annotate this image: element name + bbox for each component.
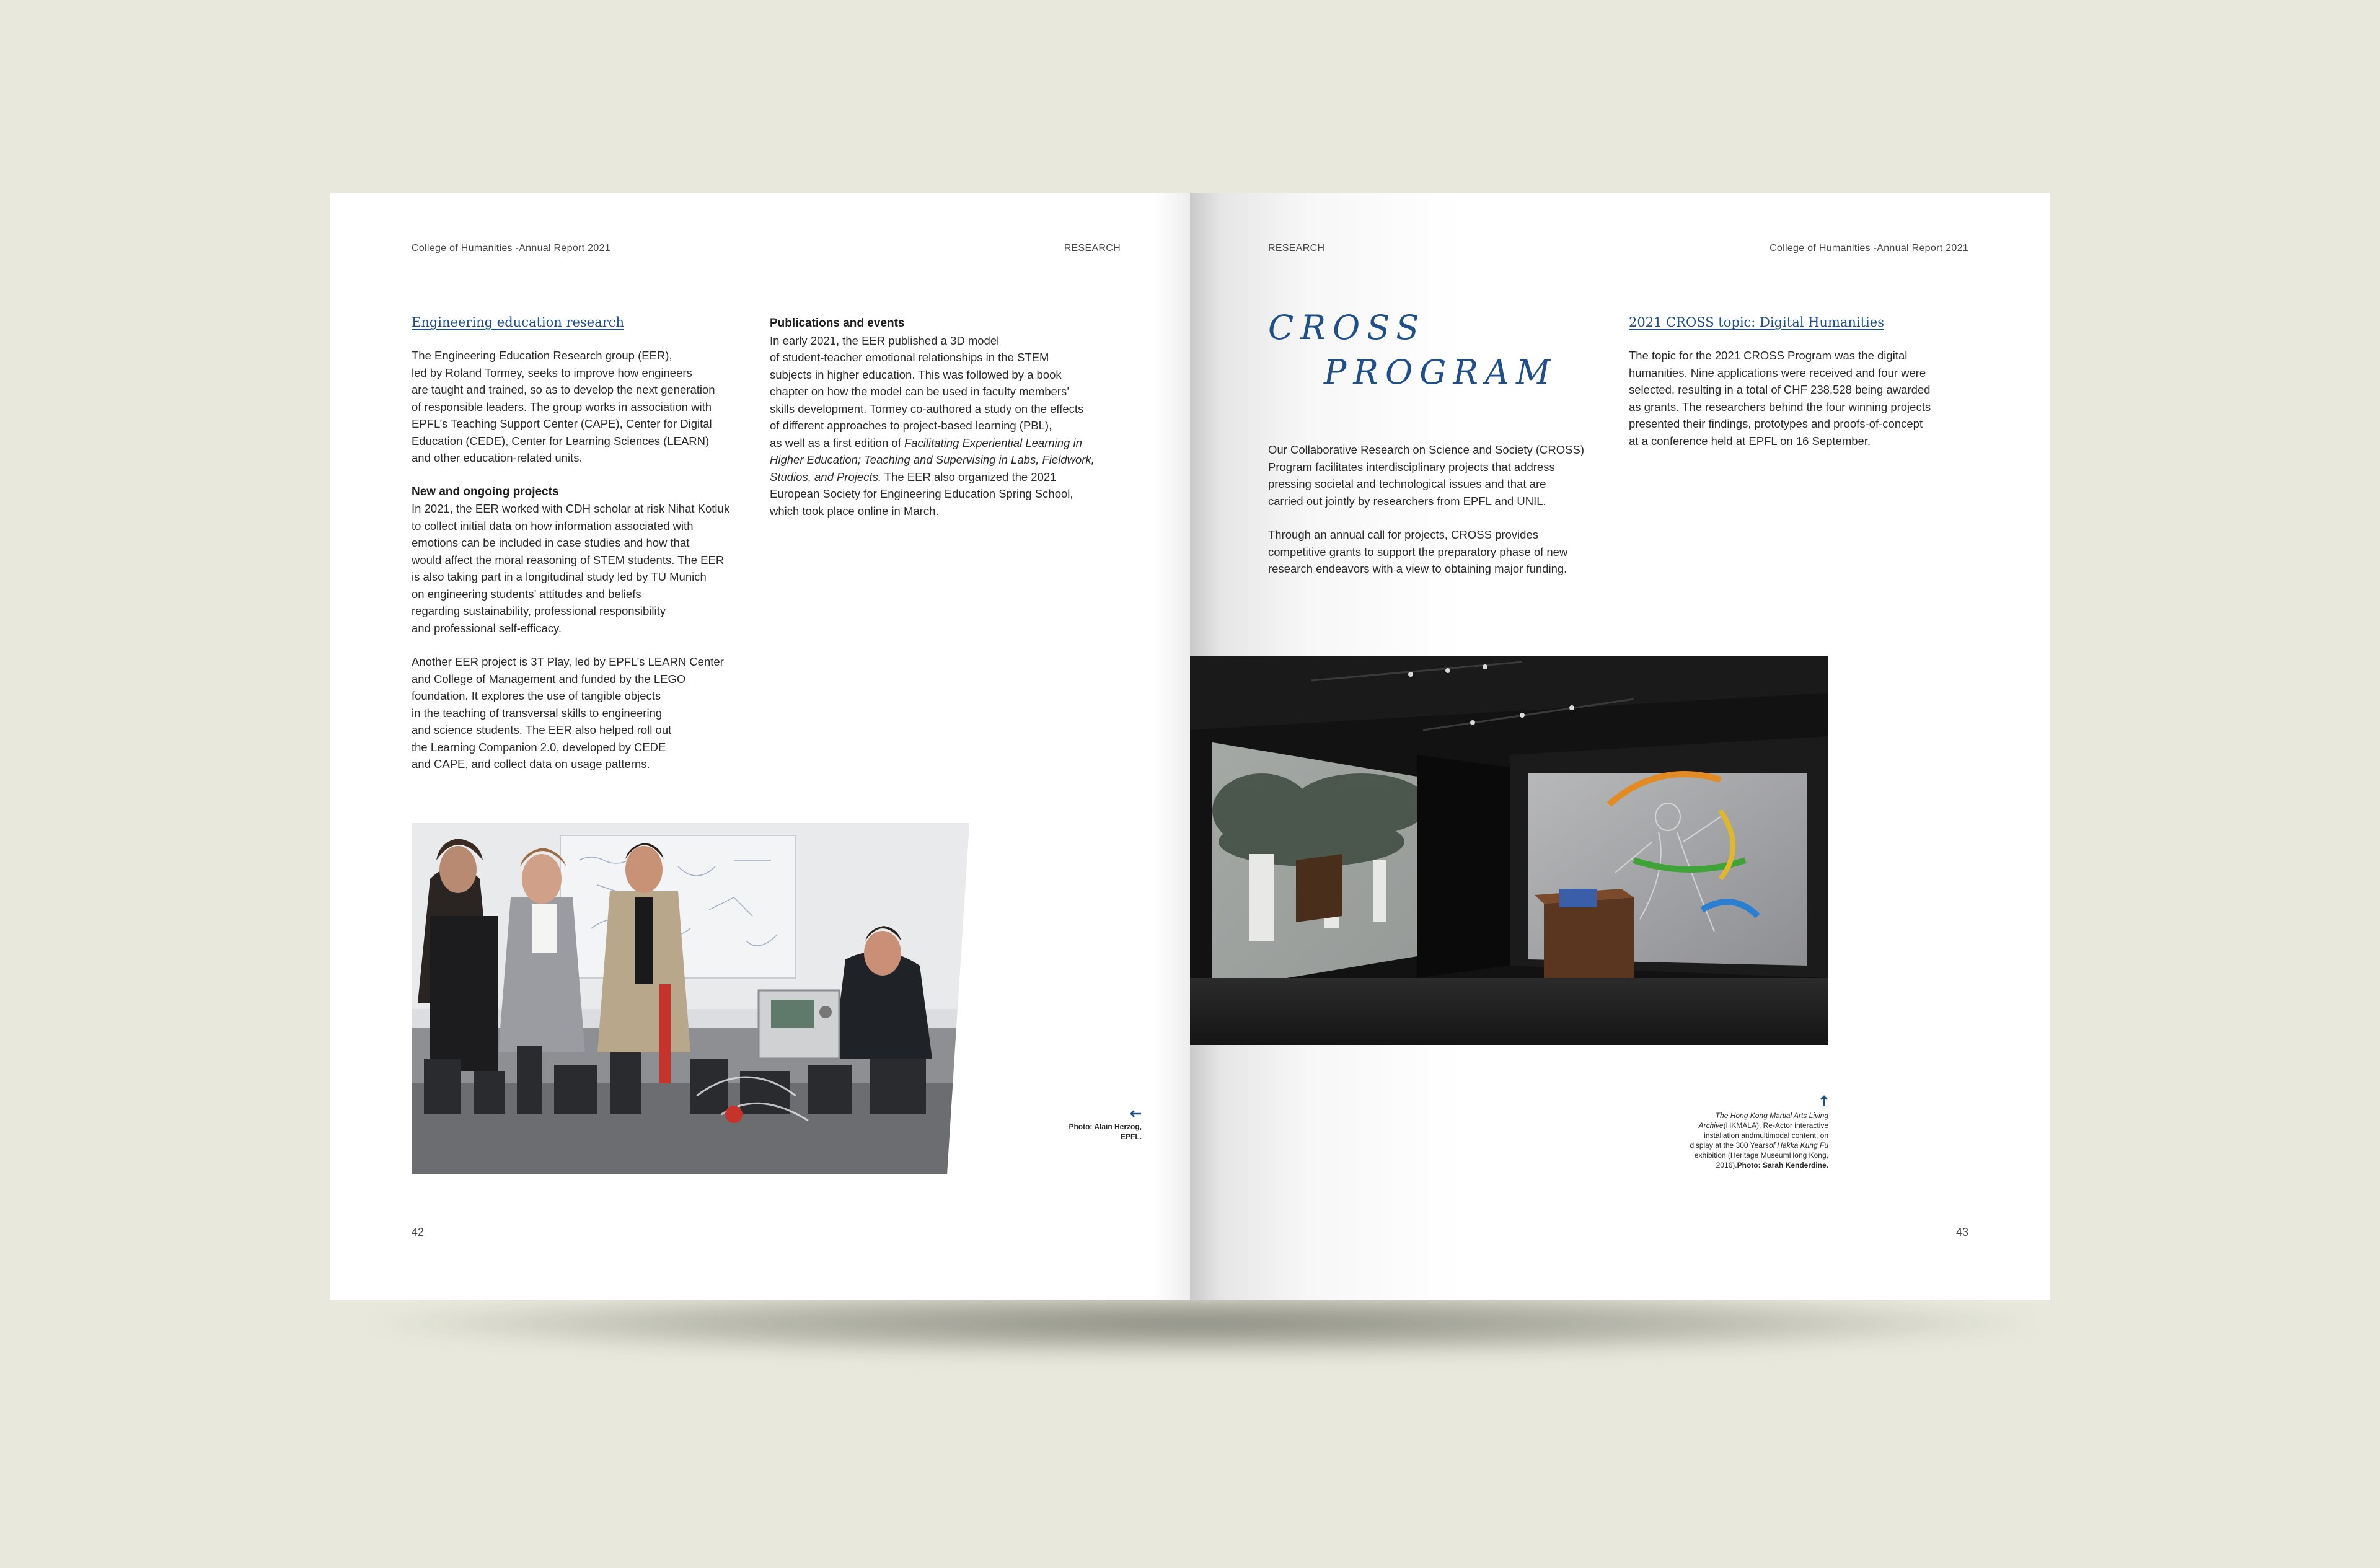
text-line: in the teaching of transversal skills to engineering — [412, 706, 663, 720]
plain-text: of student-teacher emotional relationships in the STEM — [770, 351, 1049, 364]
text-line — [770, 417, 1142, 434]
text-line: at a conference held at EPFL on 16 September. — [1629, 434, 1871, 447]
text-line — [770, 503, 1142, 520]
topic-heading: 2021 CROSS topic: Digital Humanities — [1629, 315, 1884, 330]
text-line: foundation. It explores the use of tangible objects — [412, 689, 661, 702]
installation-caption-text — [1686, 1111, 1828, 1170]
italic-text: of Hakka Kung Fu — [1768, 1141, 1828, 1150]
plain-text: Hong Kong, 2016). — [1716, 1151, 1828, 1169]
left-page — [330, 193, 1190, 1300]
plain-text: subjects in higher education. This was followed by a book — [770, 368, 1062, 381]
installation-photo-caption — [1686, 1095, 1828, 1170]
lab-photo-credit-2: EPFL. — [1120, 1132, 1142, 1141]
running-title: College of Humanities -Annual Report 2021 — [412, 243, 610, 253]
lab-photo-credit-1: Photo: Alain Herzog, — [1069, 1122, 1142, 1131]
text-line — [770, 400, 1142, 418]
plain-text: chapter on how the model can be used in faculty members’ — [770, 385, 1070, 398]
text-line: of responsible leaders. The group works in association with — [412, 400, 712, 413]
text-line: Another EER project is 3T Play, led by EPFL’s LEARN Center — [412, 655, 724, 668]
italic-text: The Hong Kong Martial Arts Living Archive — [1698, 1111, 1828, 1130]
page-number: 42 — [412, 1226, 425, 1238]
running-title: College of Humanities -Annual Report 2021 — [1770, 243, 1968, 253]
plain-text: of different approaches to project-based learning (PBL), — [770, 419, 1052, 432]
cross-intro-paragraph — [1268, 441, 1640, 509]
cross-title-line1: CROSS — [1268, 308, 1426, 347]
text-line: Program facilitates interdisciplinary projects that address — [1268, 460, 1555, 473]
text-line: led by Roland Tormey, seeks to improve how engineers — [412, 366, 692, 379]
text-line — [770, 451, 1142, 469]
text-line: humanities. Nine applications were received and four were — [1629, 366, 1926, 379]
text-line — [770, 349, 1142, 366]
text-line: and College of Management and funded by the LEGO — [412, 672, 686, 685]
text-line: Education (CEDE), Center for Learning Sciences (LEARN) — [412, 434, 710, 447]
text-line — [770, 469, 1142, 486]
italic-text: Facilitating Experiential Learning in — [904, 436, 1082, 449]
text-line: The topic for the 2021 CROSS Program was the digital — [1629, 349, 1908, 362]
text-line — [770, 434, 1142, 452]
plain-text: as well as a first edition of — [770, 436, 904, 449]
running-section: RESEARCH — [1268, 243, 1325, 253]
text-line: presented their findings, prototypes and proofs-of-concept — [1629, 417, 1923, 430]
text-line — [770, 332, 1142, 350]
page-number: 43 — [1955, 1226, 1968, 1238]
text-line: are taught and trained, so as to develop the next generation — [412, 383, 715, 396]
text-line: competitive grants to support the preparatory phase of new — [1268, 545, 1568, 558]
plain-text: which took place online in March. — [770, 504, 939, 518]
plain-text: multimodal content, on display at the 300 Years — [1690, 1131, 1828, 1150]
arrow-left-icon — [1129, 1109, 1142, 1118]
plain-text: exhibition (Heritage Museum — [1694, 1151, 1789, 1160]
running-section: RESEARCH — [1064, 243, 1121, 253]
text-line: Our Collaborative Research on Science and Society (CROSS) — [1268, 443, 1585, 456]
plain-text: (HKMALA), Re-Actor interactive installation and — [1704, 1121, 1828, 1140]
text-line: the Learning Companion 2.0, developed by CEDE — [412, 740, 666, 754]
installation-photo-image — [1190, 656, 1828, 1045]
right-column — [770, 315, 1142, 536]
text-line: and CAPE, and collect data on usage patterns. — [412, 757, 650, 770]
topic-paragraph — [1629, 347, 1976, 449]
italic-text: Higher Education; Teaching and Supervising in Labs, Fieldwork, — [770, 453, 1095, 466]
plain-text: In early 2021, the EER published a 3D model — [770, 333, 1000, 347]
publications-paragraph — [770, 332, 1142, 520]
text-line: carried out jointly by researchers from EPFL and UNIL. — [1268, 494, 1546, 508]
text-line: on engineering students’ attitudes and beliefs — [412, 587, 641, 601]
cross-call-paragraph — [1268, 526, 1640, 578]
text-line: is also taking part in a longitudinal study led by TU Munich — [412, 570, 707, 583]
text-line: would affect the moral reasoning of STEM students. The EER — [412, 553, 725, 566]
lab-photo-image — [412, 823, 969, 1174]
magazine-spread — [330, 193, 2050, 1300]
text-line: The Engineering Education Research group (EER), — [412, 349, 672, 362]
cross-intro — [1268, 441, 1640, 594]
arrow-up-icon — [1820, 1095, 1828, 1107]
text-line: as grants. The researchers behind the four winning projects — [1629, 400, 1931, 413]
lab-photo — [412, 823, 969, 1174]
section-heading: Engineering education research — [412, 315, 624, 330]
text-line — [770, 485, 1142, 503]
text-line: In 2021, the EER worked with CDH scholar at risk Nihat Kotluk — [412, 502, 730, 515]
lego-paragraph — [412, 653, 759, 773]
plain-text: The EER also organized the 2021 — [881, 470, 1057, 483]
text-line: emotions can be included in case studies and how that — [412, 536, 690, 549]
lab-photo-caption — [1061, 1109, 1142, 1142]
text-line: and other education-related units. — [412, 451, 583, 464]
bold-text: Photo: Sarah Kenderdine. — [1737, 1161, 1828, 1169]
text-line — [1737, 1161, 1828, 1169]
text-line: to collect initial data on how information associated with — [412, 519, 694, 532]
installation-photo — [1190, 656, 1828, 1045]
text-line: pressing societal and technological issues and that are — [1268, 477, 1546, 490]
text-line: Through an annual call for projects, CROSS provides — [1268, 528, 1538, 541]
projects-heading: New and ongoing projects — [412, 485, 559, 498]
cross-title-line2: PROGRAM — [1324, 353, 1558, 392]
plain-text: skills development. Tormey co-authored a study on the effects — [770, 402, 1084, 415]
text-line: selected, resulting in a total of CHF 238,528 being awarded — [1629, 383, 1931, 396]
text-line: research endeavors with a view to obtaining major funding. — [1268, 562, 1567, 575]
text-line: and science students. The EER also helped roll out — [412, 723, 672, 736]
left-column — [412, 347, 759, 790]
topic-column — [1629, 347, 1976, 466]
text-line: regarding sustainability, professional responsibility — [412, 604, 666, 617]
projects-paragraph — [412, 500, 759, 636]
text-line — [770, 366, 1142, 384]
text-line — [770, 383, 1142, 400]
right-page — [1190, 193, 2050, 1300]
text-line: EPFL’s Teaching Support Center (CAPE), Center for Digital — [412, 417, 712, 430]
text-line: and professional self-efficacy. — [412, 621, 562, 635]
plain-text: European Society for Engineering Education Spring School, — [770, 487, 1073, 500]
italic-text: Studios, and Projects. — [770, 470, 881, 483]
publications-heading: Publications and events — [770, 317, 905, 330]
intro-paragraph — [412, 347, 759, 467]
